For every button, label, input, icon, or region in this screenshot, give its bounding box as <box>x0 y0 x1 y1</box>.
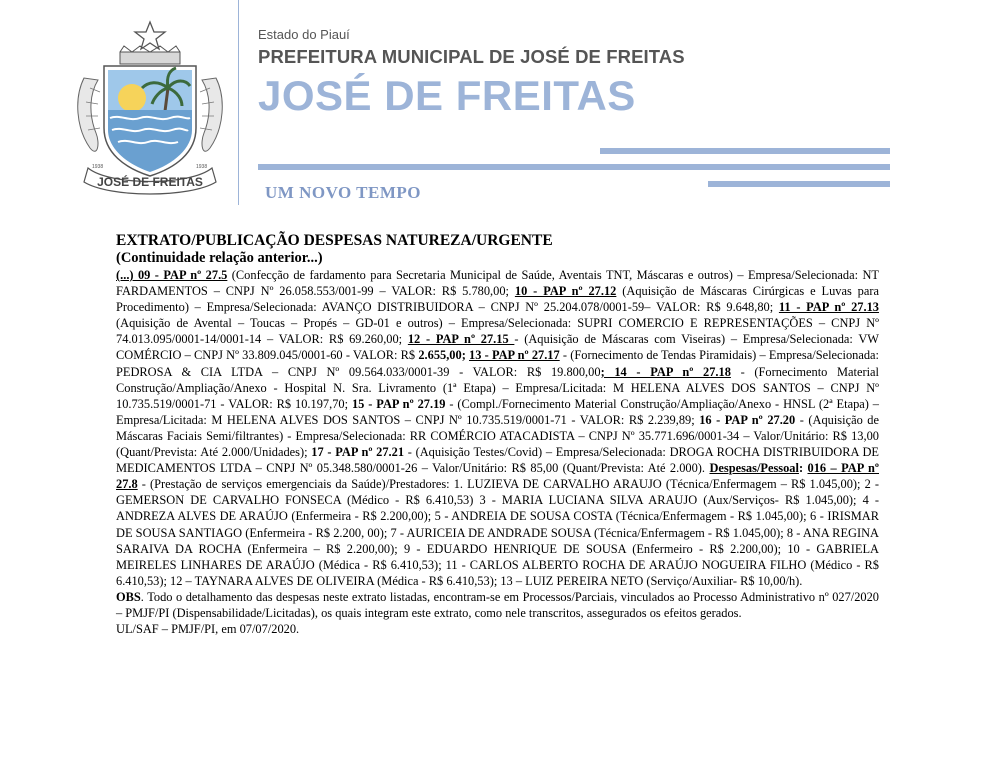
municipal-crest-logo <box>70 18 230 198</box>
body-run: ; 14 - PAP nº 27.18 <box>600 364 731 379</box>
body-run: 15 - PAP nº 27.19 <box>351 396 446 411</box>
body-run: - (Aquisição Testes/Covid) – Empresa/Selecionada: DROGA ROCHA DISTRIBUIDORA DE MEDICAMENTOS LTDA – CNPJ Nº 05.348.580/0001-26 – Valor/Unitário: R$ 85,00 (Quant/Prevista: Até 2.000). <box>116 445 880 476</box>
body-run: - (Compl./Fornecimento Material Construção/Ampliação/Anexo - HNSL (2ª Etapa) – Empresa/Licitada: M HELENA ALVES DOS SANTOS – CNPJ Nº 10.735.519/0001-71 - VALOR: R$ 2.239,89; <box>116 396 879 427</box>
city-title: JOSÉ DE FREITAS <box>258 72 636 119</box>
body-run: 13 - PAP nº 27.17 <box>469 348 560 363</box>
expenses-paragraph <box>116 267 879 589</box>
body-run: 17 - PAP nº 27.21 <box>311 445 405 460</box>
obs-paragraph <box>116 589 879 621</box>
body-run: (Confecção de fardamento para Secretaria Municipal de Saúde, Aventais TNT, Máscaras e outros) – Empresa/Selecionada: NT FARDAMENTOS – CNPJ Nº 26.058.553/001-99 – VALOR: R$ 5.780,00; <box>116 268 879 299</box>
header-stripe-top <box>600 148 890 154</box>
body-run: 11 - PAP nº 27.13 <box>778 300 879 315</box>
body-run: (Aquisição de Máscaras Cirúrgicas e Luvas para Procedimento) – Empresa/Selecionada: AVANÇO DISTRIBUIDORA – CNPJ Nº 25.204.078/0001-59– VALOR: R$ 9.648,80; <box>116 284 880 315</box>
body-run: - (Prestação de serviços emergenciais da Saúde)/Prestadores: 1. LUZIEVA DE CARVALHO ARAUJO (Técnica/Enfermagem – R$ 1.045,00); 2 - GEMERSON DE CARVALHO FONSECA (Médico - R$ 6.410,53) 3 - MARIA LUCIANA SILVA ARAUJO (Aux/Serviços- R$ 1.045,00); 4 - ANDREZA ALVES DE ARAÚJO (Enfermeira - R$ 2.200,00); 5 - ANDREIA DE SOUSA COSTA (Técnica/Enfermagem - R$ 1.045,00); 6 - IRISMAR DE SOUSA SANTIAGO (Enfermeira - R$ 2.200, 00); 7 - AURICEIA DE ANDRADE SOUSA (Técnica/Enfermagem - R$ 1.045,00); 8 - ANA REGINA SARAIVA DA ROCHA (Enfermeira – R$ 2.200,00); 9 - EDUARDO HENRIQUE DE SOUSA (Enfermeiro - R$ 2.200,00); 10 - GABRIELA MEIRELES LINHARES DE ARAÚJO (Médica - R$ 6.410,53); 11 - CARLOS ALBERTO ROCHA DE ARAÚJO NOGUEIRA FILHO (Médico - R$ 6.410,53); 12 – TAYNARA ALVES DE OLIVEIRA (Médica - R$ 6.410,53); 13 – LUIZ PEREIRA NETO (Serviço/Auxiliar- R$ 10,00/h). <box>116 477 879 588</box>
document-body <box>116 232 879 637</box>
header-divider <box>238 0 239 205</box>
body-run: - (Aquisição de Máscaras com Viseiras) – Empresa/Selecionada: VW COMÉRCIO – CNPJ Nº 33.809.045/0001-60 - VALOR: R$ <box>116 332 879 363</box>
body-run: : <box>798 461 808 476</box>
obs-label: OBS <box>116 589 141 604</box>
prefecture-title: PREFEITURA MUNICIPAL DE JOSÉ DE FREITAS <box>258 46 685 67</box>
document-subtitle: (Continuidade relação anterior...) <box>116 250 323 266</box>
obs-text: . Todo o detalhamento das despesas neste extrato listadas, encontram-se em Processos/Parciais, vinculados ao Processo Administrativo nº 027/2020 – PMJF/PI (Dispensabilidade/Licitadas), os quais integram este extrato, como nele transcritos, assegurados os efeitos gerados. <box>116 589 879 620</box>
svg-text:1938: 1938 <box>92 164 104 170</box>
body-run: 10 - PAP nº 27.12 <box>514 284 617 299</box>
body-run: - (Fornecimento de Tendas Piramidais) – Empresa/Selecionada: PEDROSA & CIA LTDA – CNPJ Nº 09.564.033/0001-39 - VALOR: R$ 19.800,00 <box>116 348 879 379</box>
body-run: 016 – PAP nº 27.8 <box>116 461 879 492</box>
body-run: 2.655,00; <box>418 348 470 363</box>
body-run: - (Aquisição de Máscaras Faciais Semi/filtrantes) - Empresa/Selecionada: RR COMÉRCIO ATACADISTA – CNPJ Nº 35.771.696/0001-34 – Valor/Unitário: R$ 13,00 (Quant/Prevista: Até 2.000/Unidades); <box>116 412 880 460</box>
state-label: Estado do Piauí <box>258 27 350 42</box>
body-run: - (Fornecimento Material Construção/Ampliação/Anexo - Hospital N. Sra. Livramento (1ª Etapa) – Empresa/Licitada: M HELENA ALVES DOS SANTOS – CNPJ Nº 10.735.519/0001-71 - VALOR: R$ 10.197,70; <box>116 364 879 411</box>
body-run: (Aquisição de Avental – Toucas – Propés – GD-01 e outros) – Empresa/Selecionada: SUPRI COMERCIO E REPRESENTAÇÕES – CNPJ Nº 74.013.095/0001-14/0001-14 – VALOR: R$ 69.260,00; <box>116 316 879 347</box>
header-stripe-middle <box>258 164 890 170</box>
svg-text:1938: 1938 <box>196 164 208 170</box>
body-run: 16 - PAP nº 27.20 <box>699 412 796 427</box>
document-title: EXTRATO/PUBLICAÇÃO DESPESAS NATUREZA/URGENTE <box>116 232 553 249</box>
body-run: Despesas/Pessoal <box>709 461 799 476</box>
body-run: 12 - PAP nº 27.15 <box>407 332 515 347</box>
slogan: UM NOVO TEMPO <box>265 183 422 202</box>
svg-text:JOSÉ DE FREITAS: JOSÉ DE FREITAS <box>97 175 203 189</box>
signature-line: UL/SAF – PMJF/PI, em 07/07/2020. <box>116 622 300 637</box>
header-stripe-bottom <box>708 181 890 187</box>
body-run: (...) 09 - PAP nº 27.5 <box>116 268 228 282</box>
